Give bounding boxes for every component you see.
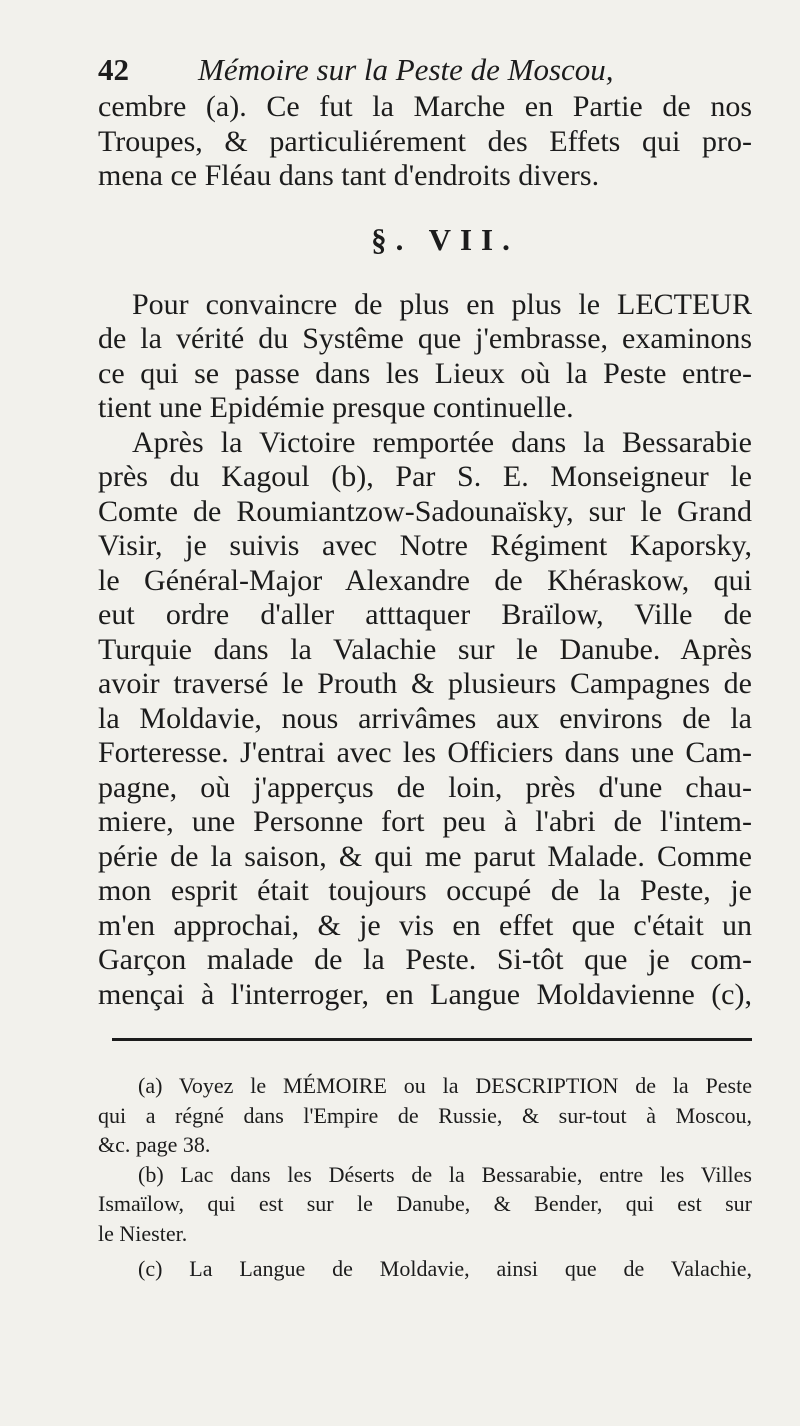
footnotes — [98, 1071, 752, 1284]
section-heading: §. VII. — [371, 221, 519, 257]
text-line: tient une Epidémie presque continuelle. — [98, 391, 574, 424]
text-line: Troupes, & particuliérement des Effets qui pro- — [98, 124, 752, 158]
text-line: de la vérité du Systême que j'embrasse, examinons — [98, 322, 752, 355]
text-line: ce qui se passe dans les Lieux où la Peste entre- — [98, 356, 752, 390]
footnote-line: le Niester. — [98, 1220, 188, 1246]
text-line: Turquie dans la Valachie sur le Danube. Après — [98, 632, 752, 666]
text-line: mençai à l'interroger, en Langue Moldavienne (c), — [98, 977, 752, 1011]
footnote-b — [98, 1160, 752, 1249]
footnote-rule — [112, 1038, 752, 1041]
footnote-line: &c. page 38. — [98, 1132, 211, 1157]
footnote-line: Ismaïlow, qui est sur le Danube, & Bender, qui est sur — [98, 1191, 752, 1216]
text-line: le Général-Major Alexandre de Khéraskow, qui — [98, 563, 752, 597]
continuation-text — [98, 90, 752, 194]
text-line: mena ce Fléau dans tant d'endroits divers. — [98, 159, 600, 192]
footnote-line: qui a régné dans l'Empire de Russie, & sur-tout à Moscou, — [98, 1102, 752, 1128]
text-line: Garçon malade de la Peste. Si-tôt que je com- — [98, 943, 752, 976]
text-line: pagne, où j'apperçus de loin, près d'une chau- — [98, 770, 752, 804]
footnote-a — [98, 1071, 752, 1160]
running-head — [98, 50, 752, 90]
text-line: avoir traversé le Prouth & plusieurs Campagnes de — [98, 667, 752, 700]
text-line: Comte de Roumiantzow-Sadounaïsky, sur le Grand — [98, 494, 752, 528]
text-line: mon esprit était toujours occupé de la Peste, je — [98, 874, 752, 907]
text-line: eut ordre d'aller atttaquer Braïlow, Ville de — [98, 598, 752, 631]
paragraph-2 — [98, 426, 752, 1013]
footnote-c — [98, 1254, 752, 1284]
text-line: miere, une Personne fort peu à l'abri de l'intem- — [98, 805, 752, 838]
footnote-line: (c) La Langue de Moldavie, ainsi que de Valachie, — [138, 1256, 752, 1281]
text-line: près du Kagoul (b), Par S. E. Monseigneur le — [98, 460, 752, 493]
text-line: m'en approchai, & je vis en effet que c'était un — [98, 908, 752, 942]
footnote-line: (b) Lac dans les Déserts de la Bessarabie, entre les Villes — [138, 1161, 752, 1187]
text-line: périe de la saison, & qui me parut Malade. Comme — [98, 839, 752, 873]
paragraph-1 — [98, 288, 752, 426]
footnote-line: (a) Voyez le MÉMOIRE ou la DESCRIPTION de la Peste — [138, 1073, 752, 1098]
running-head-title: Mémoire sur la Peste de Moscou, — [198, 52, 614, 87]
text-line: Pour convaincre de plus en plus le LECTEUR — [132, 287, 752, 321]
text-line: cembre (a). Ce fut la Marche en Partie de nos — [98, 90, 752, 123]
text-line: Forteresse. J'entrai avec les Officiers dans une Cam- — [98, 736, 752, 769]
text-line: Après la Victoire remportée dans la Bessarabie — [132, 425, 752, 459]
text-line: la Moldavie, nous arrivâmes aux environs de la — [98, 701, 752, 735]
page-number: 42 — [98, 52, 129, 87]
text-line: Visir, je suivis avec Notre Régiment Kaporsky, — [98, 529, 752, 562]
